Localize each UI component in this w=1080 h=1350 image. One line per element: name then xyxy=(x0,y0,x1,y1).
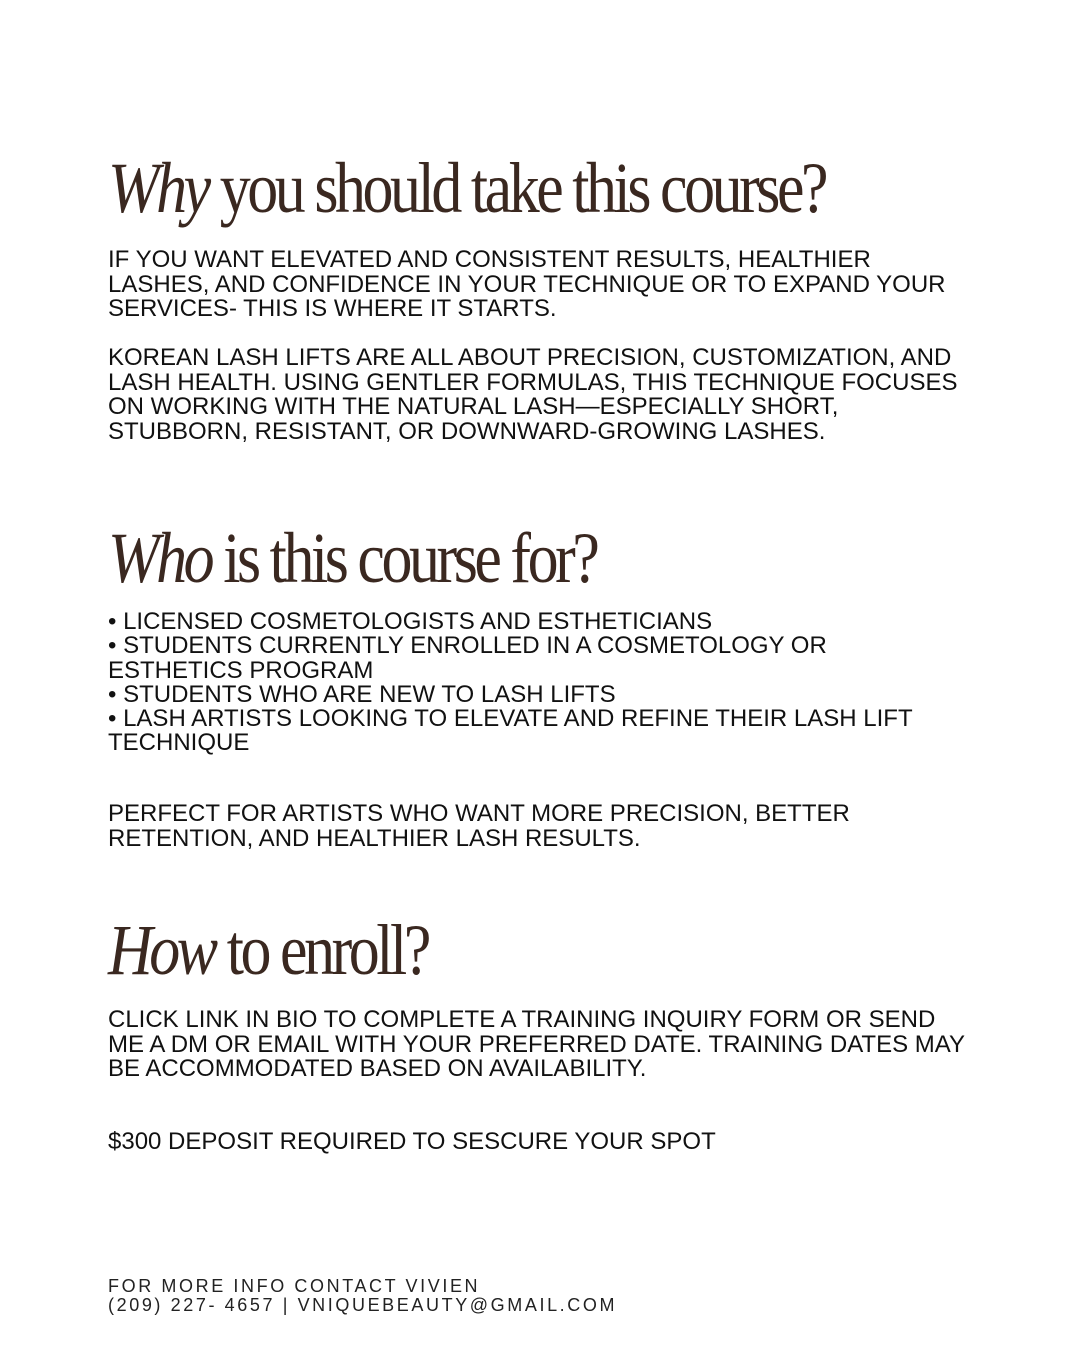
why-paragraph-2: KOREAN LASH LIFTS ARE ALL ABOUT PRECISION, CUSTOMIZATION, AND LASH HEALTH. USING GENTLER FORMULAS, THIS TECHNIQUE FOCUSES ON WORKING WITH THE NATURAL LASH—ESPECIALLY SHORT, STUBBORN, RESISTANT, OR DOWNWARD-GROWING LASHES. xyxy=(108,344,958,445)
who-heading-emphasis: Who xyxy=(108,518,212,598)
how-heading xyxy=(108,910,428,990)
contact-footer xyxy=(108,1277,968,1315)
contact-line: FOR MORE INFO CONTACT VIVIEN xyxy=(108,1276,481,1296)
list-item: • LASH ARTISTS LOOKING TO ELEVATE AND REFINE THEIR LASH LIFT TECHNIQUE xyxy=(108,707,968,756)
why-heading-emphasis: Why xyxy=(108,148,208,228)
why-heading xyxy=(108,148,826,228)
how-heading-rest: to enroll? xyxy=(226,910,428,990)
contact-details[interactable]: (209) 227- 4657 | VNIQUEBEAUTY@GMAIL.COM xyxy=(108,1295,618,1315)
list-item: • STUDENTS CURRENTLY ENROLLED IN A COSMETOLOGY OR ESTHETICS PROGRAM xyxy=(108,634,968,683)
why-paragraph-1: IF YOU WANT ELEVATED AND CONSISTENT RESULTS, HEALTHIER LASHES, AND CONFIDENCE IN YOUR TECHNIQUE OR TO EXPAND YOUR SERVICES- THIS IS WHERE IT STARTS. xyxy=(108,246,946,322)
flyer-page xyxy=(108,0,968,1350)
list-item: • STUDENTS WHO ARE NEW TO LASH LIFTS xyxy=(108,683,968,707)
how-heading-emphasis: How xyxy=(108,910,215,990)
deposit-note: $300 DEPOSIT REQUIRED TO SESCURE YOUR SPOT xyxy=(108,1128,716,1155)
list-item: • LICENSED COSMETOLOGISTS AND ESTHETICIANS xyxy=(108,610,968,634)
who-heading xyxy=(108,518,597,598)
who-closing-paragraph: PERFECT FOR ARTISTS WHO WANT MORE PRECISION, BETTER RETENTION, AND HEALTHIER LASH RESULTS. xyxy=(108,800,850,852)
who-bullet-list xyxy=(108,610,968,756)
why-heading-rest: you should take this course? xyxy=(219,148,826,228)
how-paragraph-1: CLICK LINK IN BIO TO COMPLETE A TRAINING INQUIRY FORM OR SEND ME A DM OR EMAIL WITH YOUR PREFERRED DATE. TRAINING DATES MAY BE ACCOMMODATED BASED ON AVAILABILITY. xyxy=(108,1006,965,1082)
who-heading-rest: is this course for? xyxy=(223,518,597,598)
